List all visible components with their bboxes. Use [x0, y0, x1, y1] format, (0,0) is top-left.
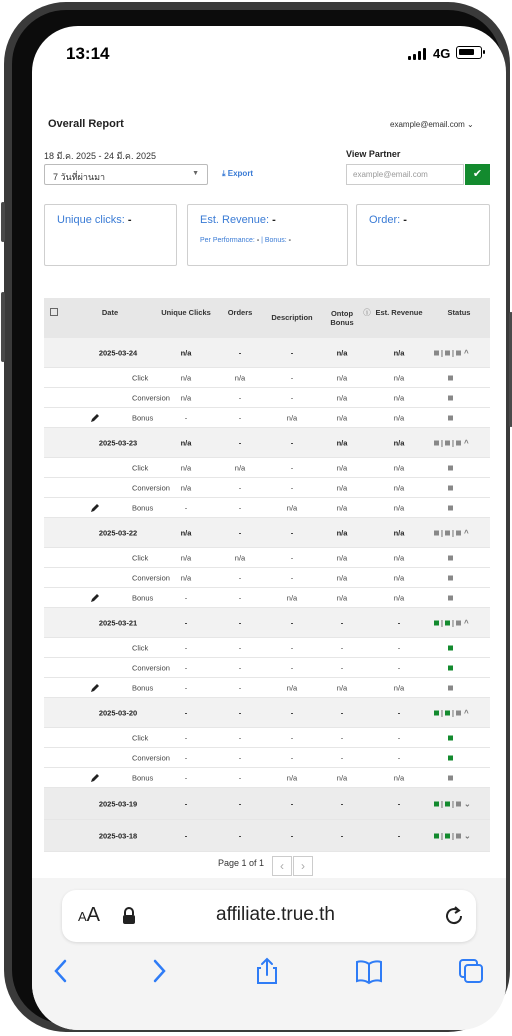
sub-row-description: -	[290, 733, 294, 742]
row-ontop-bonus: n/a	[336, 528, 348, 537]
sub-row-label: Click	[132, 733, 149, 742]
sub-row-orders: -	[238, 643, 242, 652]
sub-row-conversion	[44, 568, 490, 588]
status-separator: |	[451, 801, 454, 808]
sub-row-unique-clicks: -	[184, 643, 188, 652]
tabs-icon[interactable]	[456, 956, 486, 986]
sub-row-orders: -	[238, 663, 242, 672]
status-separator: |	[441, 530, 443, 537]
est-revenue-label: Est. Revenue: -	[200, 214, 276, 226]
status-square	[456, 802, 461, 807]
partner-search-button[interactable]: ✔	[465, 164, 490, 185]
sub-row-label: Bonus	[132, 503, 154, 512]
row-unique-clicks: -	[184, 799, 188, 808]
status-square	[434, 834, 439, 839]
sub-row-est-revenue: n/a	[393, 373, 405, 382]
sub-row-ontop-bonus: -	[340, 733, 344, 742]
sub-row-ontop-bonus: -	[340, 643, 344, 652]
row-description: -	[290, 348, 294, 357]
status-square	[456, 531, 461, 536]
row-ontop-bonus: n/a	[336, 438, 348, 447]
sub-row-description: n/a	[286, 593, 298, 602]
sub-row-unique-clicks: -	[184, 773, 188, 782]
row-description: -	[290, 618, 294, 627]
status-indicators	[434, 438, 469, 447]
status-square	[448, 775, 453, 780]
sub-row-orders: -	[238, 413, 242, 422]
phone-bezel	[12, 10, 502, 1024]
est-revenue-value: -	[272, 214, 276, 226]
status-separator: |	[451, 620, 454, 627]
sub-row-est-revenue: n/a	[393, 573, 405, 582]
status-square	[445, 802, 450, 807]
sub-row-ontop-bonus: n/a	[336, 393, 348, 402]
sub-row-description: -	[290, 553, 294, 562]
chevron-up-icon[interactable]: ^	[463, 348, 469, 357]
sub-row-ontop-bonus: -	[340, 663, 344, 672]
sub-row-unique-clicks: n/a	[180, 483, 192, 492]
status-square	[456, 441, 461, 446]
row-est-revenue: n/a	[393, 348, 405, 357]
status-square	[434, 441, 439, 446]
pagination-label: Page 1 of 1	[218, 858, 265, 868]
row-orders: -	[238, 831, 242, 840]
sub-row-unique-clicks: n/a	[180, 573, 192, 582]
status-square	[448, 505, 453, 510]
status-square	[448, 395, 453, 400]
sub-row-orders: -	[238, 503, 242, 512]
reload-icon[interactable]	[442, 904, 466, 928]
sub-row-label: Conversion	[132, 393, 170, 402]
status-separator: |	[451, 530, 454, 537]
row-orders: -	[238, 708, 242, 717]
pencil-icon[interactable]	[90, 503, 100, 513]
view-partner-label: View Partner	[346, 149, 401, 159]
table-row-2025-03-24[interactable]	[44, 338, 490, 368]
row-est-revenue: n/a	[393, 528, 405, 537]
row-orders: -	[238, 438, 242, 447]
date-range-text: 18 มี.ค. 2025 - 24 มี.ค. 2025	[44, 151, 156, 161]
chevron-down-icon[interactable]: ⌄	[463, 831, 471, 840]
col-unique-clicks: Unique Clicks	[161, 308, 211, 317]
per-performance-value: -	[256, 237, 260, 244]
status-square	[434, 802, 439, 807]
volume-down-button	[1, 292, 5, 362]
col-date: Date	[101, 308, 119, 317]
status-indicators	[434, 799, 471, 808]
bonus-value: -	[288, 237, 291, 244]
sub-row-description: -	[290, 643, 294, 652]
status-separator: |	[441, 833, 443, 840]
chevron-up-icon[interactable]: ^	[463, 708, 469, 717]
sub-row-description: -	[290, 393, 294, 402]
col-ontop-bonus: Ontop Bonus	[330, 309, 354, 327]
sub-row-est-revenue: n/a	[393, 683, 405, 692]
screen	[32, 26, 506, 1030]
bookmarks-icon[interactable]	[354, 956, 384, 986]
order-card	[356, 204, 490, 266]
row-unique-clicks: -	[184, 831, 188, 840]
row-date: 2025-03-21	[98, 618, 138, 627]
revenue-breakdown: Per Performance: - | Bonus: -	[200, 237, 291, 244]
status-square	[448, 415, 453, 420]
row-date: 2025-03-22	[98, 528, 138, 537]
pencil-icon[interactable]	[90, 413, 100, 423]
sub-row-orders: n/a	[234, 553, 246, 562]
sub-row-ontop-bonus: n/a	[336, 413, 348, 422]
row-orders: -	[238, 348, 242, 357]
row-description: -	[290, 528, 294, 537]
sub-row-description: -	[290, 573, 294, 582]
sub-row-est-revenue: n/a	[393, 503, 405, 512]
row-date: 2025-03-19	[98, 799, 138, 808]
sub-row-label: Click	[132, 463, 149, 472]
sub-row-unique-clicks: -	[184, 663, 188, 672]
status-square	[434, 351, 439, 356]
row-orders: -	[238, 528, 242, 537]
row-ontop-bonus: n/a	[336, 348, 348, 357]
row-date: 2025-03-20	[98, 708, 138, 717]
phone-frame	[4, 2, 510, 1032]
export-button[interactable]: ⤓ Export	[222, 169, 254, 178]
status-square	[434, 531, 439, 536]
sub-row-est-revenue: -	[397, 663, 401, 672]
order-label: Order: -	[369, 214, 407, 226]
status-square	[445, 351, 450, 356]
status-square	[456, 621, 461, 626]
status-separator: |	[441, 350, 443, 357]
row-ontop-bonus: -	[340, 831, 344, 840]
status-separator: |	[451, 710, 454, 717]
sub-row-conversion	[44, 478, 490, 498]
period-select[interactable]	[44, 164, 208, 185]
sub-row-conversion	[44, 658, 490, 678]
sub-row-click	[44, 548, 490, 568]
sub-row-orders: -	[238, 593, 242, 602]
table-row-2025-03-21[interactable]	[44, 608, 490, 638]
chevron-down-icon: ▼	[192, 170, 199, 177]
sub-row-ontop-bonus: n/a	[336, 553, 348, 562]
sub-row-orders: -	[238, 393, 242, 402]
chevron-up-icon[interactable]: ^	[463, 438, 469, 447]
status-indicators	[434, 831, 471, 840]
row-est-revenue: -	[397, 708, 401, 717]
volume-up-button	[1, 202, 5, 242]
page-title: Overall Report	[48, 118, 124, 130]
chevron-up-icon[interactable]: ^	[463, 528, 469, 537]
status-bar	[32, 26, 506, 78]
row-unique-clicks: n/a	[180, 348, 192, 357]
row-description: -	[290, 831, 294, 840]
address-bar[interactable]	[62, 890, 476, 942]
sub-row-orders: n/a	[234, 463, 246, 472]
status-square	[456, 351, 461, 356]
sub-row-est-revenue: n/a	[393, 413, 405, 422]
sub-row-unique-clicks: -	[184, 683, 188, 692]
status-indicators	[434, 618, 469, 627]
table-body	[44, 338, 490, 852]
sub-row-description: -	[290, 483, 294, 492]
sub-row-orders: n/a	[234, 373, 246, 382]
signal-icon	[408, 48, 428, 60]
sub-row-description: n/a	[286, 683, 298, 692]
row-orders: -	[238, 618, 242, 627]
status-square	[434, 621, 439, 626]
status-separator: |	[451, 350, 454, 357]
sub-row-est-revenue: n/a	[393, 393, 405, 402]
row-unique-clicks: -	[184, 618, 188, 627]
sub-row-unique-clicks: -	[184, 593, 188, 602]
lock-icon	[122, 907, 136, 925]
pencil-icon[interactable]	[90, 683, 100, 693]
status-square	[445, 441, 450, 446]
row-orders: -	[238, 799, 242, 808]
sub-row-click	[44, 368, 490, 388]
status-square	[448, 575, 453, 580]
status-indicators	[434, 348, 469, 357]
sub-row-label: Conversion	[132, 663, 170, 672]
unique-clicks-value: -	[127, 214, 132, 226]
sub-row-est-revenue: -	[397, 643, 401, 652]
status-square	[448, 595, 453, 600]
account-dropdown[interactable]: example@email.com ⌄	[390, 120, 474, 129]
sub-row-orders: -	[238, 573, 242, 582]
sub-row-bonus	[44, 768, 490, 788]
row-est-revenue: -	[397, 618, 401, 627]
status-square	[445, 834, 450, 839]
table-row-2025-03-20[interactable]	[44, 698, 490, 728]
row-description: -	[290, 799, 294, 808]
row-description: -	[290, 438, 294, 447]
text-size-button[interactable]: AA	[78, 904, 101, 926]
url-text: affiliate.true.th	[216, 904, 336, 925]
row-description: -	[290, 708, 294, 717]
pagination-next-button[interactable]: ›	[293, 856, 313, 876]
order-value: -	[403, 214, 407, 226]
sub-row-label: Bonus	[132, 593, 154, 602]
sub-row-unique-clicks: n/a	[180, 553, 192, 562]
sub-row-conversion	[44, 748, 490, 768]
sub-row-unique-clicks: n/a	[180, 393, 192, 402]
unique-clicks-label: Unique clicks: -	[57, 214, 132, 226]
report-table	[44, 298, 490, 852]
row-ontop-bonus: -	[340, 799, 344, 808]
status-indicators	[434, 528, 469, 537]
sub-row-click	[44, 728, 490, 748]
sub-row-orders: -	[238, 733, 242, 742]
row-unique-clicks: n/a	[180, 438, 192, 447]
sub-row-description: n/a	[286, 503, 298, 512]
table-header	[44, 298, 490, 338]
row-est-revenue: -	[397, 799, 401, 808]
sub-row-label: Conversion	[132, 573, 170, 582]
sub-row-label: Conversion	[132, 753, 170, 762]
per-performance-label: Per Performance:	[200, 237, 255, 244]
status-separator: |	[451, 833, 454, 840]
sub-row-ontop-bonus: n/a	[336, 593, 348, 602]
status-separator: |	[441, 801, 443, 808]
status-separator: |	[451, 440, 454, 447]
sub-row-orders: -	[238, 683, 242, 692]
status-square	[448, 665, 453, 670]
sub-row-unique-clicks: -	[184, 753, 188, 762]
sub-row-est-revenue: -	[397, 733, 401, 742]
sub-row-est-revenue: -	[397, 753, 401, 762]
pencil-icon[interactable]	[90, 593, 100, 603]
browser-chrome	[32, 878, 506, 1030]
sub-row-ontop-bonus: -	[340, 753, 344, 762]
sub-row-orders: -	[238, 753, 242, 762]
sub-row-label: Bonus	[132, 413, 154, 422]
status-separator: |	[441, 710, 443, 717]
sub-row-bonus	[44, 678, 490, 698]
status-square	[448, 485, 453, 490]
sub-row-label: Bonus	[132, 773, 154, 782]
sub-row-description: -	[290, 373, 294, 382]
status-square	[448, 645, 453, 650]
chevron-up-icon[interactable]: ^	[463, 618, 469, 627]
row-date: 2025-03-18	[98, 831, 138, 840]
status-separator: |	[441, 620, 443, 627]
sub-row-unique-clicks: -	[184, 413, 188, 422]
status-indicators	[434, 708, 469, 717]
col-est-revenue: Est. Revenue	[375, 308, 423, 317]
bonus-label: Bonus:	[264, 237, 287, 244]
row-ontop-bonus: -	[340, 618, 344, 627]
status-separator: |	[441, 440, 443, 447]
status-square	[448, 685, 453, 690]
sub-row-orders: -	[238, 483, 242, 492]
sub-row-est-revenue: n/a	[393, 483, 405, 492]
status-square	[448, 735, 453, 740]
status-square	[448, 755, 453, 760]
back-icon[interactable]	[46, 956, 76, 986]
sub-row-bonus	[44, 588, 490, 608]
sub-row-description: -	[290, 463, 294, 472]
status-square	[434, 711, 439, 716]
pencil-icon[interactable]	[90, 773, 100, 783]
sub-row-description: n/a	[286, 773, 298, 782]
sub-row-click	[44, 458, 490, 478]
chevron-down-icon[interactable]: ⌄	[463, 799, 471, 808]
sub-row-ontop-bonus: n/a	[336, 483, 348, 492]
sub-row-ontop-bonus: n/a	[336, 503, 348, 512]
sub-row-conversion	[44, 388, 490, 408]
partner-email-input[interactable]: example@email.com	[346, 164, 464, 185]
unique-clicks-card	[44, 204, 177, 266]
forward-icon[interactable]	[144, 956, 174, 986]
table-row-2025-03-22[interactable]	[44, 518, 490, 548]
sub-row-label: Bonus	[132, 683, 154, 692]
table-row-2025-03-23[interactable]	[44, 428, 490, 458]
battery-icon	[456, 46, 482, 59]
row-est-revenue: -	[397, 831, 401, 840]
sub-row-ontop-bonus: n/a	[336, 773, 348, 782]
sub-row-ontop-bonus: n/a	[336, 373, 348, 382]
sub-row-est-revenue: n/a	[393, 773, 405, 782]
row-date: 2025-03-24	[98, 348, 138, 357]
sub-row-label: Click	[132, 553, 149, 562]
sub-row-description: -	[290, 663, 294, 672]
est-revenue-card	[187, 204, 348, 266]
pagination-prev-button[interactable]: ‹	[272, 856, 292, 876]
sub-row-ontop-bonus: n/a	[336, 573, 348, 582]
sub-row-bonus	[44, 408, 490, 428]
sub-row-click	[44, 638, 490, 658]
network-type: 4G	[433, 46, 451, 61]
sub-row-unique-clicks: n/a	[180, 463, 192, 472]
status-square	[448, 375, 453, 380]
sub-row-ontop-bonus: n/a	[336, 683, 348, 692]
table-row-2025-03-19[interactable]	[44, 788, 490, 820]
row-unique-clicks: -	[184, 708, 188, 717]
sub-row-label: Click	[132, 643, 149, 652]
col-orders: Orders	[227, 308, 253, 317]
sub-row-orders: -	[238, 773, 242, 782]
row-ontop-bonus: -	[340, 708, 344, 717]
status-time: 13:14	[66, 44, 110, 63]
sub-row-unique-clicks: -	[184, 503, 188, 512]
status-square	[445, 621, 450, 626]
status-square	[456, 711, 461, 716]
status-square	[445, 531, 450, 536]
sub-row-label: Conversion	[132, 483, 170, 492]
sub-row-unique-clicks: n/a	[180, 373, 192, 382]
period-select-value: 7 วันที่ผ่านมา	[53, 172, 106, 182]
share-icon[interactable]	[252, 956, 282, 986]
col-description: Description	[271, 313, 313, 322]
table-row-2025-03-18[interactable]	[44, 820, 490, 852]
sub-row-bonus	[44, 498, 490, 518]
info-icon[interactable]: ⓘ	[363, 308, 371, 317]
sub-row-est-revenue: n/a	[393, 553, 405, 562]
row-unique-clicks: n/a	[180, 528, 192, 537]
status-square	[448, 465, 453, 470]
row-est-revenue: n/a	[393, 438, 405, 447]
sub-row-description: -	[290, 753, 294, 762]
sub-row-label: Click	[132, 373, 149, 382]
sub-row-unique-clicks: -	[184, 733, 188, 742]
status-square	[445, 711, 450, 716]
select-all-checkbox[interactable]	[50, 308, 58, 316]
status-square	[456, 834, 461, 839]
sub-row-est-revenue: n/a	[393, 593, 405, 602]
sub-row-ontop-bonus: n/a	[336, 463, 348, 472]
sub-row-est-revenue: n/a	[393, 463, 405, 472]
sub-row-description: n/a	[286, 413, 298, 422]
status-square	[448, 555, 453, 560]
col-status: Status	[447, 308, 471, 317]
row-date: 2025-03-23	[98, 438, 138, 447]
